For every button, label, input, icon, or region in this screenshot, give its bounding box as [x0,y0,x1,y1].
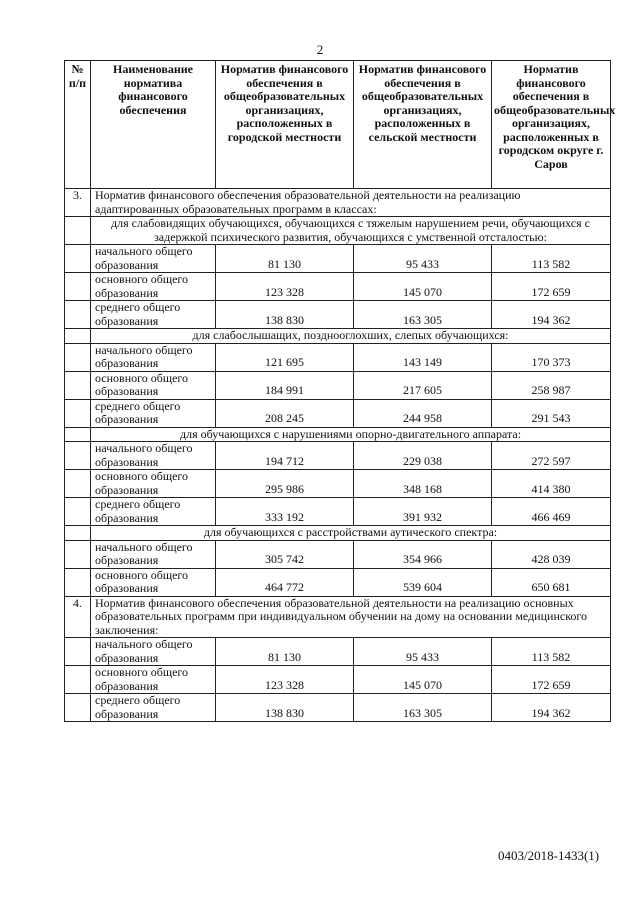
value-rural: 539 604 [354,568,492,596]
table-row [65,498,611,526]
empty-cell [65,301,91,329]
empty-cell [65,540,91,568]
value-sarov: 291 543 [492,399,611,427]
empty-cell [65,273,91,301]
education-level: основного общего образования [91,470,216,498]
value-city: 121 695 [216,343,354,371]
value-sarov: 272 597 [492,442,611,470]
table-row [65,540,611,568]
empty-cell [65,694,91,722]
table-row [65,666,611,694]
section-title: Норматив финансового обеспечения образовательной деятельности на реализацию адаптированных образовательных программ в классах: [91,189,611,217]
header-num: № п/п [65,61,91,189]
empty-cell [65,427,91,442]
empty-cell [65,399,91,427]
table-row [65,568,611,596]
table-row [65,470,611,498]
value-sarov: 172 659 [492,666,611,694]
value-rural: 391 932 [354,498,492,526]
education-level: начального общего образования [91,638,216,666]
empty-cell [65,371,91,399]
empty-cell [65,343,91,371]
page-number: 2 [316,42,324,57]
value-city: 333 192 [216,498,354,526]
normatives-table [64,60,616,722]
table-row [65,399,611,427]
education-level: основного общего образования [91,568,216,596]
value-sarov: 428 039 [492,540,611,568]
value-sarov: 113 582 [492,638,611,666]
table-row [65,301,611,329]
value-rural: 217 605 [354,371,492,399]
education-level: начального общего образования [91,540,216,568]
group-row [65,329,611,344]
value-city: 208 245 [216,399,354,427]
value-city: 295 986 [216,470,354,498]
value-city: 81 130 [216,245,354,273]
empty-cell [65,568,91,596]
value-sarov: 170 373 [492,343,611,371]
empty-cell [65,329,91,344]
empty-cell [65,526,91,541]
value-sarov: 113 582 [492,245,611,273]
value-city: 464 772 [216,568,354,596]
table-row [65,371,611,399]
education-level: начального общего образования [91,343,216,371]
education-level: основного общего образования [91,273,216,301]
education-level: начального общего образования [91,442,216,470]
header-rural: Норматив финансового обеспечения в общеобразовательных организациях, расположенных в сельской местности [354,61,492,189]
group-subtitle: для слабовидящих обучающихся, обучающихся с тяжелым нарушением речи, обучающихся с задержкой психического развития, обучающихся с умственной отсталостью: [91,217,611,245]
empty-cell [65,638,91,666]
value-rural: 354 966 [354,540,492,568]
education-level: среднего общего образования [91,694,216,722]
value-sarov: 258 987 [492,371,611,399]
group-row [65,427,611,442]
value-city: 138 830 [216,301,354,329]
section-row [65,596,611,638]
empty-cell [65,666,91,694]
value-rural: 348 168 [354,470,492,498]
section-row [65,189,611,217]
education-level: среднего общего образования [91,498,216,526]
table-row [65,245,611,273]
value-city: 184 991 [216,371,354,399]
table-row [65,343,611,371]
value-rural: 163 305 [354,694,492,722]
education-level: среднего общего образования [91,399,216,427]
empty-cell [65,217,91,245]
value-city: 123 328 [216,666,354,694]
value-sarov: 194 362 [492,301,611,329]
header-city: Норматив финансового обеспечения в общеобразовательных организациях, расположенных в городской местности [216,61,354,189]
value-sarov: 650 681 [492,568,611,596]
value-rural: 145 070 [354,273,492,301]
education-level: основного общего образования [91,371,216,399]
value-city: 138 830 [216,694,354,722]
header-sarov: Норматив финансового обеспечения в общеобразовательных организациях, расположенных в городском округе г. Саров [492,61,611,189]
group-row [65,526,611,541]
empty-cell [65,245,91,273]
value-rural: 244 958 [354,399,492,427]
value-city: 305 742 [216,540,354,568]
group-subtitle: для обучающихся с нарушениями опорно-двигательного аппарата: [91,427,611,442]
section-number: 3. [65,189,91,217]
table-body [65,189,611,722]
header-name: Наименование норматива финансового обеспечения [91,61,216,189]
table-row [65,442,611,470]
empty-cell [65,442,91,470]
group-row [65,217,611,245]
value-city: 194 712 [216,442,354,470]
empty-cell [65,498,91,526]
value-city: 81 130 [216,638,354,666]
value-sarov: 414 380 [492,470,611,498]
education-level: среднего общего образования [91,301,216,329]
group-subtitle: для обучающихся с расстройствами аутического спектра: [91,526,611,541]
table-header-row [65,61,611,189]
value-sarov: 172 659 [492,273,611,301]
value-sarov: 194 362 [492,694,611,722]
value-sarov: 466 469 [492,498,611,526]
empty-cell [65,470,91,498]
group-subtitle: для слабослышащих, позднооглохших, слепых обучающихся: [91,329,611,344]
table-row [65,638,611,666]
education-level: начального общего образования [91,245,216,273]
value-rural: 95 433 [354,245,492,273]
education-level: основного общего образования [91,666,216,694]
value-rural: 95 433 [354,638,492,666]
value-rural: 143 149 [354,343,492,371]
table-row [65,273,611,301]
table-row [65,694,611,722]
value-rural: 163 305 [354,301,492,329]
document-code: 0403/2018-1433(1) [498,848,600,863]
value-city: 123 328 [216,273,354,301]
value-rural: 145 070 [354,666,492,694]
section-title: Норматив финансового обеспечения образовательной деятельности на реализацию основных образовательных программ при индивидуальном обучении на дому на основании медицинского заключения: [91,596,611,638]
value-rural: 229 038 [354,442,492,470]
section-number: 4. [65,596,91,638]
